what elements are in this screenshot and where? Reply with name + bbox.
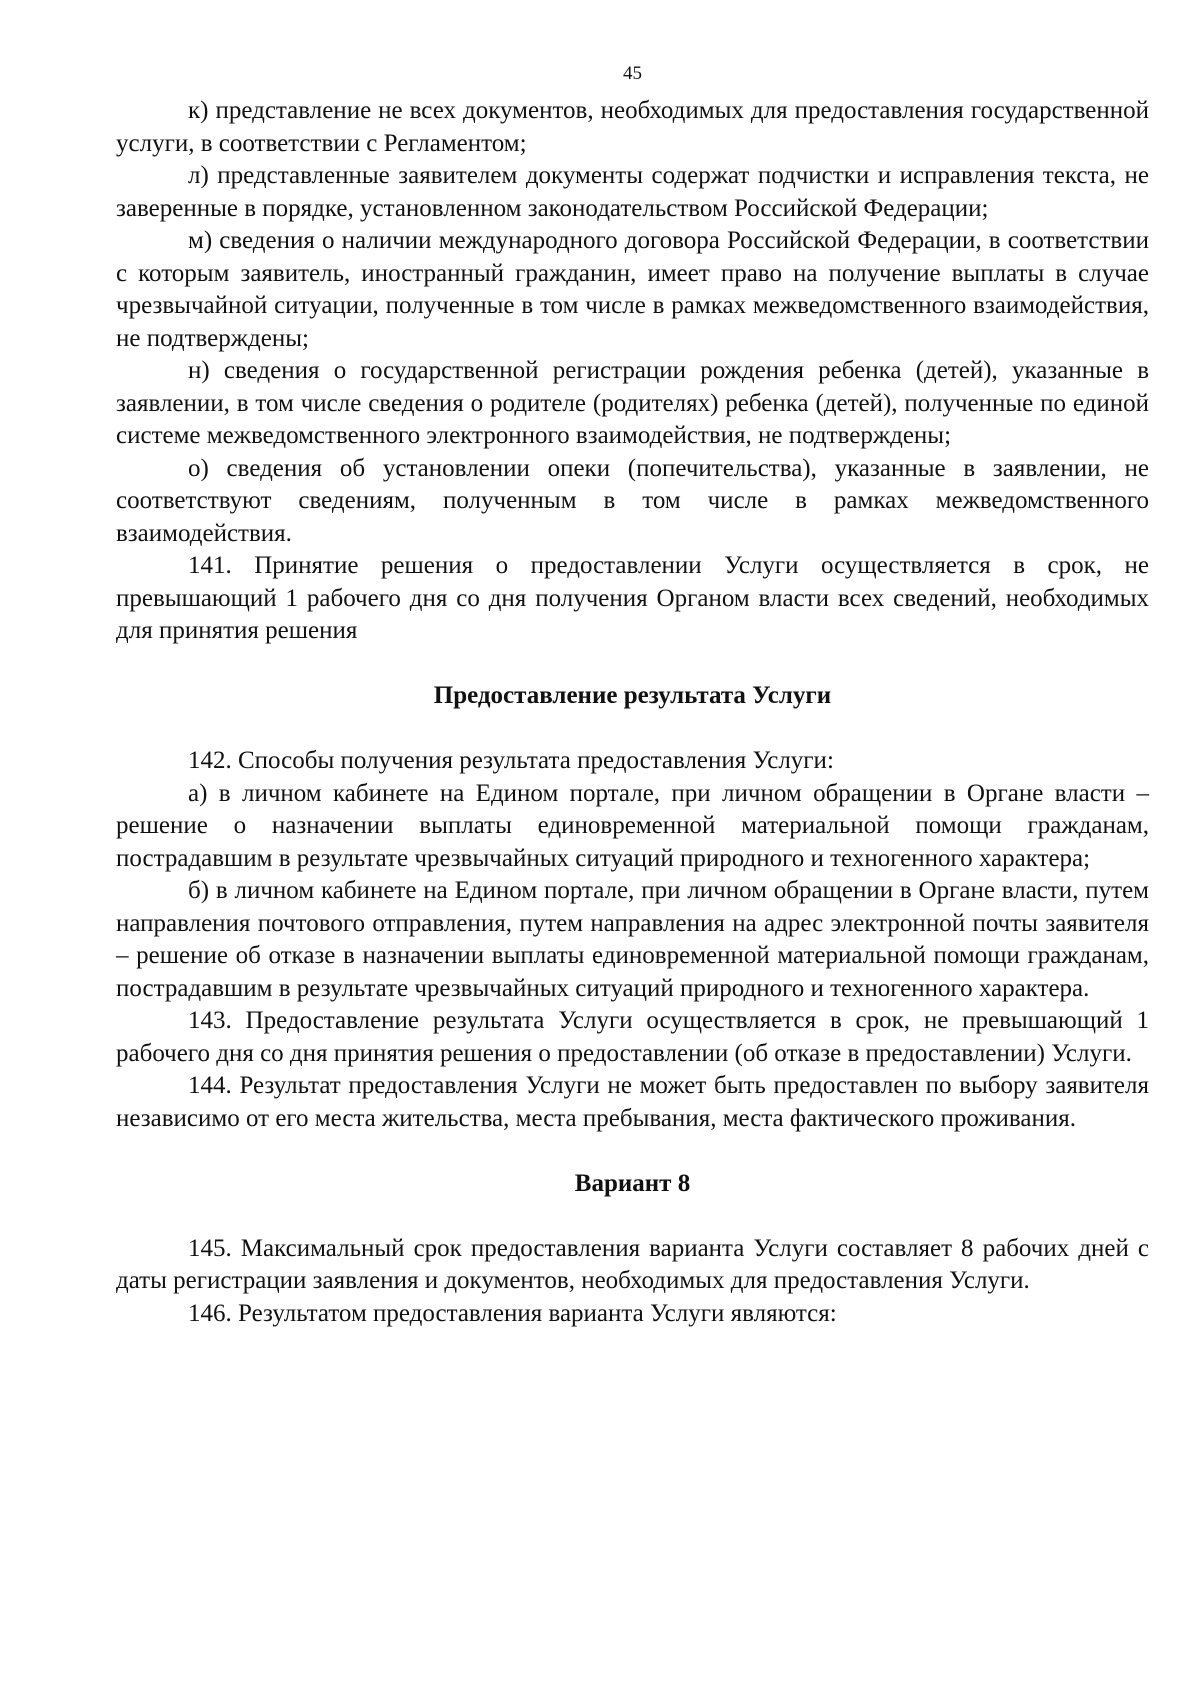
clause-145-paragraph: 145. Максимальный срок предоставления варианта Услуги составляет 8 рабочих дней с даты регистрации заявления и документов, необходимых для предоставления Услуги. <box>116 1234 1149 1294</box>
clause-142-paragraph: 142. Способы получения результата предоставления Услуги: <box>188 747 834 774</box>
page-number: 45 <box>623 63 642 84</box>
item-m-paragraph: м) сведения о наличии международного договора Российской Федерации, в соответствии с которым заявитель, иностранный гражданин, имеет право на получение выплаты в случае чрезвычайной ситуации, полученные в том числе в рамках межведомственного взаимодействия, не подтверждены; <box>116 227 1149 352</box>
item-o-paragraph: о) сведения об установлении опеки (попечительства), указанные в заявлении, не соответствуют сведениям, полученным в том числе в рамках межведомственного взаимодействия. <box>116 454 1149 547</box>
clause-141-paragraph: 141. Принятие решения о предоставлении Услуги осуществляется в срок, не превышающий 1 рабочего дня со дня получения Органом власти всех сведений, необходимых для принятия решения <box>116 552 1149 644</box>
section-heading-result: Предоставление результата Услуги <box>433 682 832 709</box>
section-heading-variant: Вариант 8 <box>574 1169 691 1197</box>
item-a-paragraph: а) в личном кабинете на Едином портале, при личном обращении в Органе власти – решение о назначении выплаты единовременной материальной помощи гражданам, пострадавшим в результате чрезвычайных ситуаций природного и техногенного характера; <box>116 779 1149 872</box>
clause-143-paragraph: 143. Предоставление результата Услуги осуществляется в срок, не превышающий 1 рабочего дня со дня принятия решения о предоставлении (об отказе в предоставлении) Услуги. <box>116 1007 1149 1067</box>
item-l-paragraph: л) представленные заявителем документы содержат подчистки и исправления текста, не заверенные в порядке, установленном законодательством Российской Федерации; <box>116 162 1149 222</box>
clause-144-paragraph: 144. Результат предоставления Услуги не может быть предоставлен по выбору заявителя независимо от его места жительства, места пребывания, места фактического проживания. <box>116 1072 1149 1132</box>
item-b-paragraph: б) в личном кабинете на Едином портале, при личном обращении в Органе власти, путем направления почтового отправления, путем направления на адрес электронной почты заявителя – решение об отказе в назначении выплаты единовременной материальной помощи гражданам, пострадавшим в результате чрезвычайных ситуаций природного и техногенного характера. <box>116 877 1149 1002</box>
item-n-paragraph: н) сведения о государственной регистрации рождения ребенка (детей), указанные в заявлении, в том числе сведения о родителе (родителях) ребенка (детей), полученные по единой системе межведомственного электронного взаимодействия, не подтверждены; <box>116 357 1149 449</box>
document-page <box>116 62 1149 1330</box>
clause-146-paragraph: 146. Результатом предоставления варианта Услуги являются: <box>188 1299 837 1327</box>
item-k-paragraph: к) представление не всех документов, необходимых для предоставления государственной услуги, в соответствии с Регламентом; <box>116 97 1149 157</box>
